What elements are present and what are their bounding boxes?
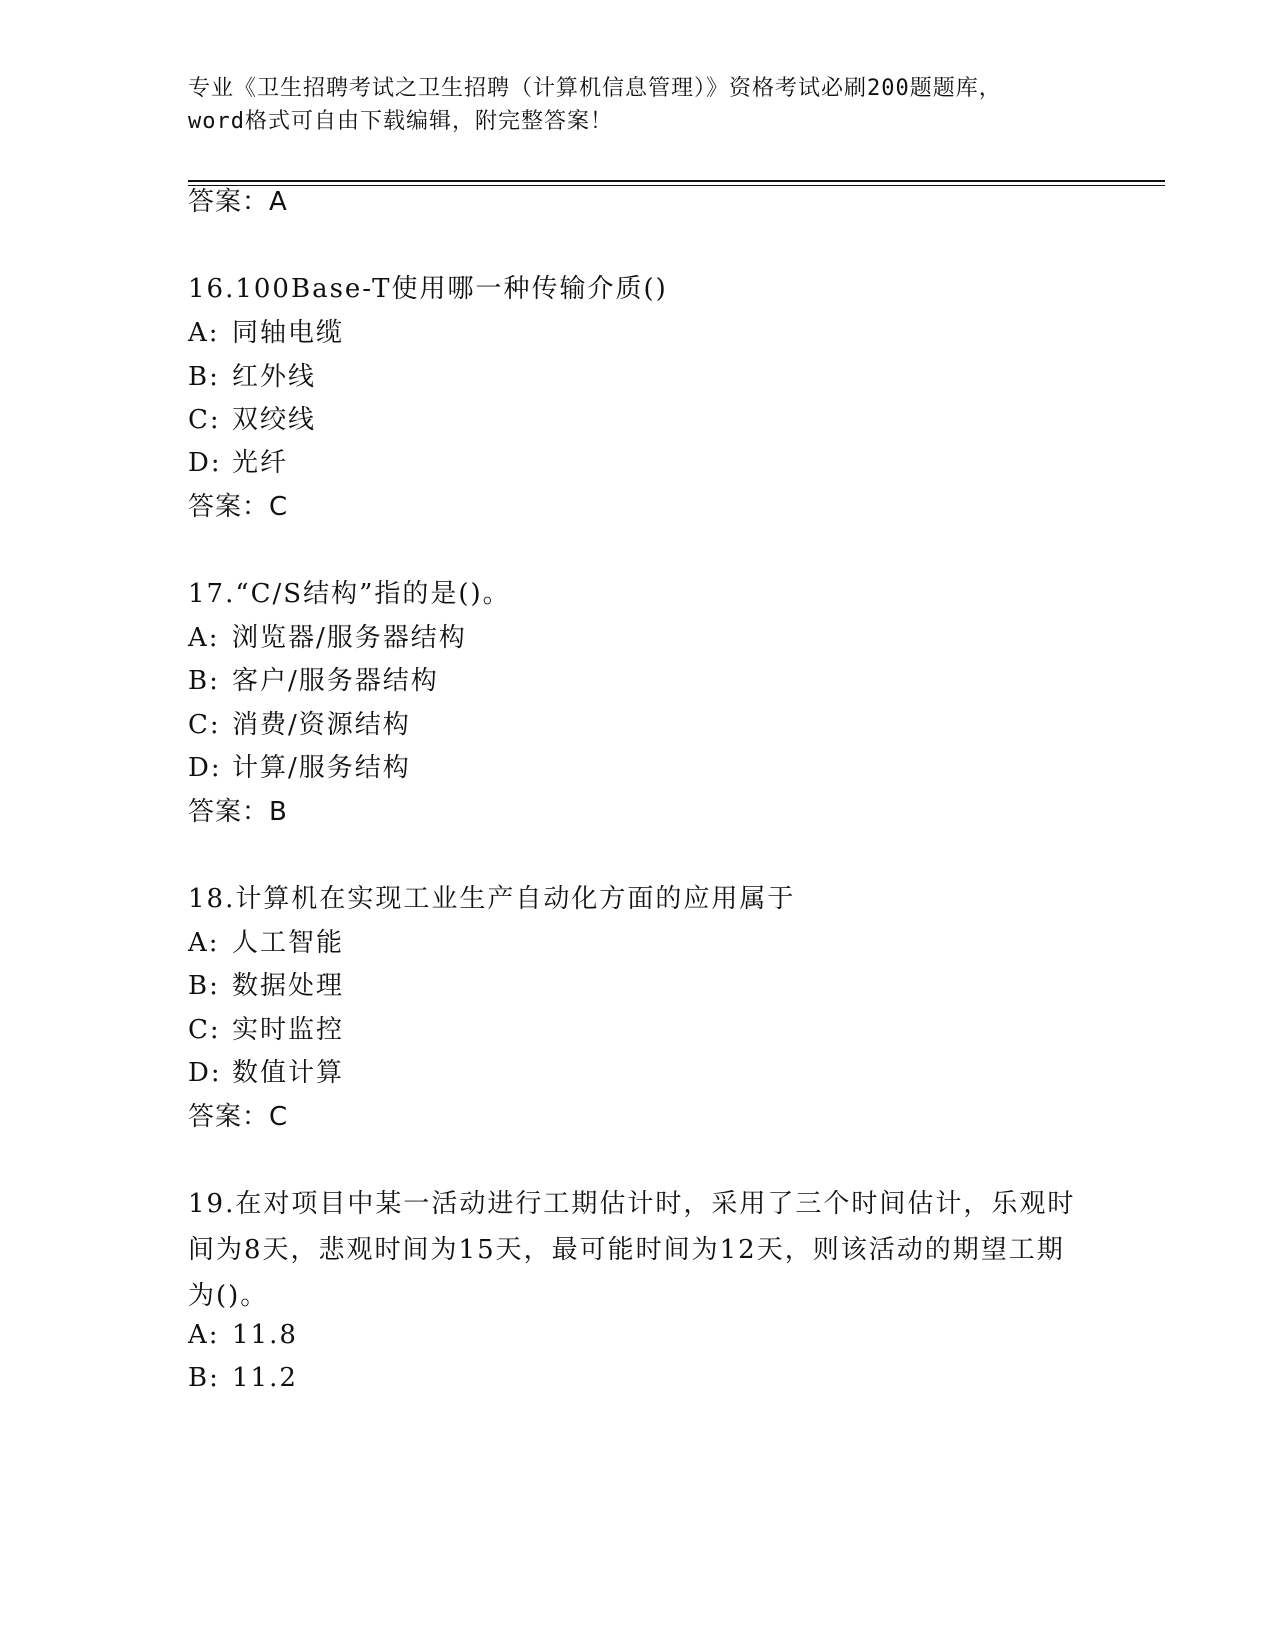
question-stem: 17.“C/S结构”指的是()。 (188, 579, 511, 609)
option-text: 浏览器/服务器结构 (232, 623, 467, 653)
option-text: 光纤 (232, 448, 289, 478)
answer-label: 答案：C (188, 1102, 289, 1132)
option-text: 红外线 (232, 362, 317, 392)
answer-label: 答案：A (188, 187, 288, 217)
header-line-2: word格式可自由下载编辑，附完整答案！ (188, 109, 613, 134)
option-letter: D: (188, 1058, 222, 1088)
option-text: 实时监控 (232, 1015, 345, 1045)
header-divider (188, 180, 1165, 182)
option-b (188, 969, 344, 1003)
option-letter: B: (188, 971, 220, 1001)
option-a (188, 1318, 298, 1352)
option-c (188, 403, 316, 437)
option-b (188, 664, 439, 698)
question-stem: 16.100Base-T使用哪一种传输介质() (188, 274, 668, 304)
option-c (188, 1013, 344, 1047)
option-text: 11.8 (232, 1320, 298, 1350)
option-text: 计算/服务结构 (232, 753, 411, 783)
answer-label: 答案：C (188, 492, 289, 522)
option-text: 同轴电缆 (232, 318, 345, 348)
answer-label: 答案：B (188, 797, 288, 827)
option-letter: A: (188, 1320, 220, 1350)
option-d (188, 446, 288, 480)
option-d (188, 1056, 344, 1090)
option-text: 数值计算 (232, 1058, 345, 1088)
question-stem: 19.在对项目中某一活动进行工期估计时，采用了三个时间估计，乐观时间为8天，悲观时间为15天，最可能时间为12天，则该活动的期望工期为()。 (188, 1189, 1076, 1311)
option-letter: D: (188, 753, 222, 783)
header-line-1: 专业《卫生招聘考试之卫生招聘（计算机信息管理）》资格考试必刷200题题库， (188, 76, 1002, 101)
option-letter: D: (188, 448, 222, 478)
option-letter: B: (188, 362, 220, 392)
option-letter: A: (188, 318, 220, 348)
option-c (188, 708, 411, 742)
option-a (188, 926, 344, 960)
option-text: 客户/服务器结构 (232, 666, 439, 696)
option-d (188, 751, 411, 785)
option-text: 数据处理 (232, 971, 345, 1001)
header-divider-thin (188, 185, 1165, 186)
option-letter: C: (188, 1015, 221, 1045)
option-text: 11.2 (232, 1363, 298, 1393)
option-text: 双绞线 (232, 405, 317, 435)
option-letter: C: (188, 405, 221, 435)
option-a (188, 316, 344, 350)
option-b (188, 1361, 298, 1395)
option-letter: A: (188, 623, 220, 653)
option-letter: C: (188, 710, 221, 740)
question-stem: 18.计算机在实现工业生产自动化方面的应用属于 (188, 884, 796, 914)
option-text: 人工智能 (232, 928, 345, 958)
option-a (188, 621, 467, 655)
option-b (188, 360, 316, 394)
document-header (188, 72, 1088, 138)
option-text: 消费/资源结构 (232, 710, 411, 740)
option-letter: A: (188, 928, 220, 958)
option-letter: B: (188, 1363, 220, 1393)
option-letter: B: (188, 666, 220, 696)
